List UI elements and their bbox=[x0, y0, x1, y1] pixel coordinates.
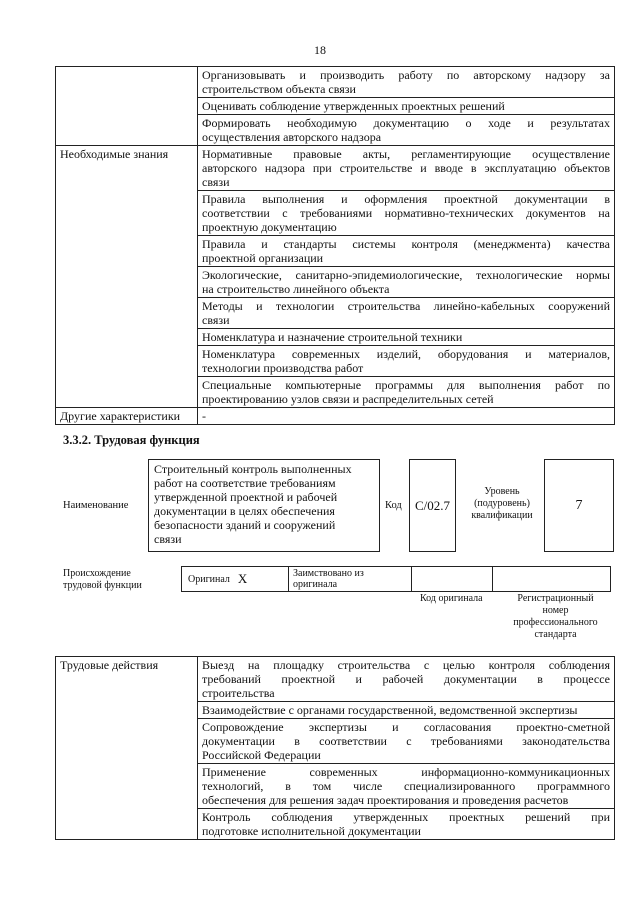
level-value-box bbox=[544, 459, 614, 552]
row-content bbox=[198, 267, 615, 298]
cell-line: Сопровождение экспертизы и согласования проектно-сметной bbox=[202, 720, 610, 734]
code-label: Код bbox=[385, 500, 402, 511]
section-heading: 3.3.2. Трудовая функция bbox=[63, 433, 200, 447]
text-line: профессионального bbox=[513, 617, 598, 628]
cell-line: Взаимодействие с органами государственной, ведомственной экспертизы bbox=[202, 703, 578, 717]
page-number: 18 bbox=[314, 43, 326, 57]
text-line: трудовой функции bbox=[63, 580, 142, 591]
cell-line: Организовывать и производить работу по авторскому надзору за bbox=[202, 68, 610, 82]
row-content bbox=[198, 346, 615, 377]
origin-label bbox=[63, 568, 142, 592]
cell-line: Номенклатура и назначение строительной техники bbox=[202, 330, 463, 344]
cell-line: Формировать необходимую документацию о ходе и результатах bbox=[202, 116, 610, 130]
cell-line: требований проектной и рабочей документации в процессе bbox=[202, 672, 610, 686]
registration-number-cell bbox=[492, 566, 611, 592]
code-value-box bbox=[409, 459, 456, 552]
cell-line: связи bbox=[202, 175, 230, 189]
cell-line: Правила выполнения и оформления проектной документации в bbox=[202, 192, 610, 206]
table-row bbox=[56, 657, 615, 702]
row-content bbox=[198, 191, 615, 236]
table-row bbox=[56, 408, 615, 425]
level-label bbox=[465, 486, 539, 522]
cell-line: проектную документацию bbox=[202, 220, 337, 234]
text-line: квалификации bbox=[471, 510, 533, 521]
cell-line: Методы и технологии строительства линейно-кабельных сооружений bbox=[202, 299, 610, 313]
original-code-cell bbox=[411, 566, 493, 592]
text-line: Уровень bbox=[484, 486, 520, 497]
table-top-body bbox=[56, 67, 615, 425]
row-content bbox=[198, 67, 615, 98]
text-line: (подуровень) bbox=[474, 498, 530, 509]
row-content bbox=[198, 236, 615, 267]
original-label: Оригинал bbox=[188, 573, 230, 585]
cell-line: технологий, в том числе специализированного программного bbox=[202, 779, 610, 793]
row-content bbox=[198, 298, 615, 329]
text-line: утвержденной проектной и рабочей bbox=[154, 490, 338, 504]
text-line: безопасности зданий и сооружений bbox=[154, 518, 336, 532]
text-line: Регистрационный bbox=[517, 593, 594, 604]
row-content bbox=[198, 329, 615, 346]
cell-line: технологии производства работ bbox=[202, 361, 364, 375]
origin-row bbox=[182, 566, 614, 592]
cell-line: на строительство линейного объекта bbox=[202, 282, 390, 296]
row-content bbox=[198, 115, 615, 146]
cell-line: Контроль соблюдения утвержденных проектных решений при bbox=[202, 810, 610, 824]
row-content bbox=[198, 702, 615, 719]
row-content bbox=[198, 377, 615, 408]
code-original-caption: Код оригинала bbox=[420, 593, 483, 604]
cell-line: проектированию узлов связи и распределительных сетей bbox=[202, 392, 494, 406]
level-value: 7 bbox=[575, 497, 583, 513]
cell-line: соответствии с требованиями нормативно-технических документов на bbox=[202, 206, 610, 220]
cell-line: осуществления авторского надзора bbox=[202, 130, 382, 144]
row-content bbox=[198, 146, 615, 191]
text-line: оригинала bbox=[293, 579, 338, 590]
cell-line: Номенклатура современных изделий, оборудования и материалов, bbox=[202, 347, 610, 361]
row-content bbox=[198, 98, 615, 115]
cell-line: - bbox=[202, 409, 206, 423]
row-content bbox=[198, 719, 615, 764]
row-content bbox=[198, 764, 615, 809]
row-label bbox=[56, 67, 198, 146]
function-name-text bbox=[154, 462, 374, 546]
labor-actions-table bbox=[55, 656, 615, 840]
registration-number-caption bbox=[496, 593, 615, 641]
name-label: Наименование bbox=[63, 500, 129, 511]
row-label: Необходимые знания bbox=[56, 146, 198, 408]
table-bottom-body bbox=[56, 657, 615, 840]
cell-line: проектной организации bbox=[202, 251, 324, 265]
cell-line: Нормативные правовые акты, регламентирующие осуществление bbox=[202, 147, 610, 161]
cell-line: Российской Федерации bbox=[202, 748, 321, 762]
original-cell bbox=[181, 566, 289, 592]
row-label: Трудовые действия bbox=[56, 657, 198, 840]
table-row bbox=[56, 146, 615, 191]
cell-line: строительства bbox=[202, 686, 275, 700]
required-knowledge-table bbox=[55, 66, 615, 425]
text-line: Заимствовано из bbox=[293, 568, 364, 579]
function-name-box bbox=[148, 459, 380, 552]
text-line: Происхождение bbox=[63, 568, 131, 579]
text-line: документации в целях обеспечения bbox=[154, 504, 335, 518]
row-label: Другие характеристики bbox=[56, 408, 198, 425]
original-mark: X bbox=[237, 571, 248, 586]
cell-line: авторского надзора при строительстве и вводе в эксплуатацию объектов bbox=[202, 161, 610, 175]
cell-line: обеспечения для решения задач проектирования и проведения расчетов bbox=[202, 793, 569, 807]
text-line: номер bbox=[542, 605, 569, 616]
text-line: Строительный контроль выполненных bbox=[154, 462, 352, 476]
text-line: связи bbox=[154, 532, 182, 546]
text-line: работ на соответствие требованиям bbox=[154, 476, 336, 490]
cell-line: Специальные компьютерные программы для выполнения работ по bbox=[202, 378, 610, 392]
cell-line: документации в соответствии с требованиями законодательства bbox=[202, 734, 610, 748]
code-value: С/02.7 bbox=[414, 497, 451, 513]
cell-line: Применение современных информационно-коммуникационных bbox=[202, 765, 610, 779]
cell-line: Экологические, санитарно-эпидемиологические, технологические нормы bbox=[202, 268, 610, 282]
cell-line: Оценивать соблюдение утвержденных проектных решений bbox=[202, 99, 505, 113]
row-content bbox=[198, 408, 615, 425]
cell-line: строительством объекта связи bbox=[202, 82, 356, 96]
cell-line: Выезд на площадку строительства с целью контроля соблюдения bbox=[202, 658, 610, 672]
cell-line: связи bbox=[202, 313, 230, 327]
cell-line: подготовке исполнительной документации bbox=[202, 824, 421, 838]
cell-line: Правила и стандарты системы контроля (менеджмента) качества bbox=[202, 237, 610, 251]
text-line: стандарта bbox=[534, 629, 577, 640]
borrowed-cell bbox=[288, 566, 412, 592]
row-content bbox=[198, 657, 615, 702]
row-content bbox=[198, 809, 615, 840]
table-row bbox=[56, 67, 615, 98]
